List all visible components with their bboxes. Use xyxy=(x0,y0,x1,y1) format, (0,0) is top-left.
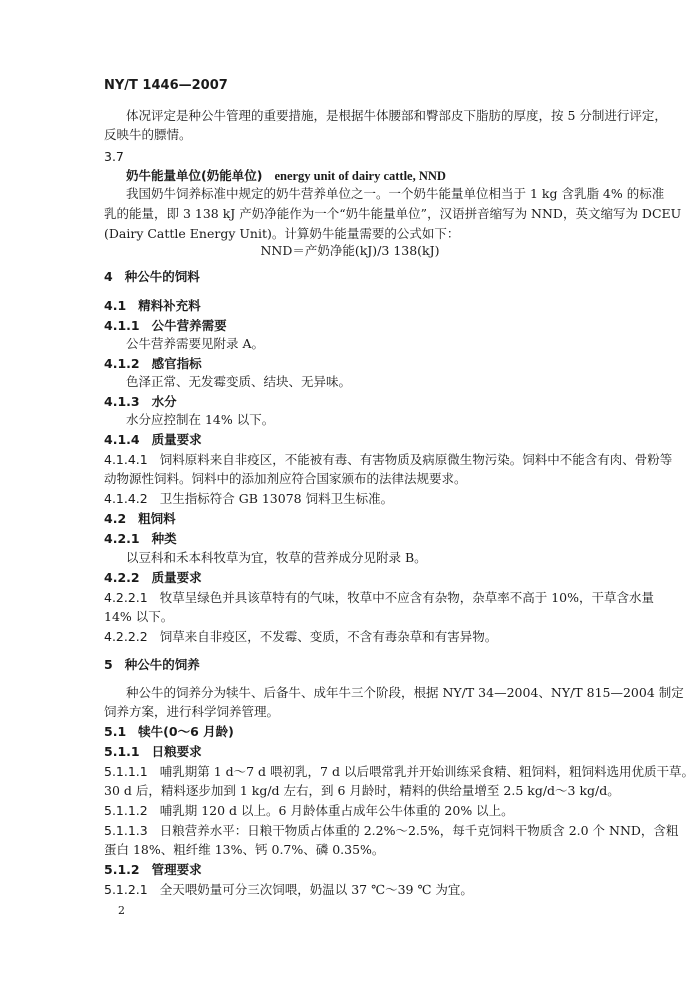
paragraph-line: 反映牛的膘情。 xyxy=(104,127,192,142)
paragraph-line: (Dairy Cattle Energy Unit)。计算奶牛能量需要的公式如下： xyxy=(104,226,460,241)
paragraph-line: 饲养方案，进行科学饲养管理。 xyxy=(104,704,280,719)
clause-heading: 4.1.2 感官指标 xyxy=(104,356,202,371)
paragraph-line: 4.2.2.2 饲草来自非疫区，不发霉、变质，不含有毒杂草和有害异物。 xyxy=(104,629,498,644)
paragraph-line: 体况评定是种公牛管理的重要措施，是根据牛体腰部和臀部皮下脂肪的厚度，按 5 分制进行评定， xyxy=(126,108,667,123)
paragraph-line: 5.1.1.1 哺乳期第 1 d～7 d 喂初乳，7 d 以后喂常乳并开始训练采食精、粗饲料，粗饲料选用优质干草。 xyxy=(104,764,694,779)
term-chinese: 奶牛能量单位(奶能单位) xyxy=(126,168,263,183)
paragraph-line: 5.1.1.3 日粮营养水平：日粮干物质占体重的 2.2%～2.5%，每千克饲料干物质含 2.0 个 NND，含粗 xyxy=(104,823,679,838)
clause-heading: 4.1.1 公牛营养需要 xyxy=(104,318,227,333)
standard-number: NY/T 1446—2007 xyxy=(104,78,228,93)
clause-heading: 4.2.1 种类 xyxy=(104,531,177,546)
paragraph-line: 种公牛的饲养分为犊牛、后备牛、成年牛三个阶段，根据 NY/T 34—2004、NY/T 815—2004 制定 xyxy=(126,685,684,700)
clause-heading: 4.2 粗饲料 xyxy=(104,511,176,526)
clause-number: 3.7 xyxy=(104,149,124,164)
clause-heading: 4.1.4 质量要求 xyxy=(104,432,202,447)
paragraph-line: 14% 以下。 xyxy=(104,609,174,624)
clause-heading: 5.1.1 日粮要求 xyxy=(104,744,202,759)
paragraph-line: 水分应控制在 14% 以下。 xyxy=(126,412,275,427)
paragraph-line: 4.1.4.2 卫生指标符合 GB 13078 饲料卫生标准。 xyxy=(104,491,394,506)
term-heading xyxy=(126,167,446,185)
page-number: 2 xyxy=(118,904,125,917)
paragraph-line: 乳的能量，即 3 138 kJ 产奶净能作为一个“奶牛能量单位”，汉语拼音缩写为 NND，英文缩写为 DCEU xyxy=(104,206,682,221)
paragraph-line: 5.1.1.2 哺乳期 120 d 以上。6 月龄体重占成年公牛体重的 20% 以上。 xyxy=(104,803,514,818)
clause-heading: 4.2.2 质量要求 xyxy=(104,570,202,585)
paragraph-line: 蛋白 18%、粗纤维 13%、钙 0.7%、磷 0.35%。 xyxy=(104,842,385,857)
clause-heading: 5.1.2 管理要求 xyxy=(104,862,202,877)
paragraph-line: 以豆科和禾本科牧草为宜，牧草的营养成分见附录 B。 xyxy=(126,550,427,565)
paragraph-line: 4.1.4.1 饲料原料来自非疫区，不能被有毒、有害物质及病原微生物污染。饲料中不能含有肉、骨粉等 xyxy=(104,452,673,467)
paragraph-line: 色泽正常、无发霉变质、结块、无异味。 xyxy=(126,374,352,389)
paragraph-line: 4.2.2.1 牧草呈绿色并具该草特有的气味，牧草中不应含有杂物，杂草率不高于 10%，干草含水量 xyxy=(104,590,654,605)
paragraph-line: 30 d 后，精料逐步加到 1 kg/d 左右，到 6 月龄时，精料的供给量增至 2.5 kg/d～3 kg/d。 xyxy=(104,783,620,798)
term-english: energy unit of dairy cattle, NND xyxy=(274,169,446,183)
clause-heading: 4.1.3 水分 xyxy=(104,394,177,409)
paragraph-line: 动物源性饲料。饲料中的添加剂应符合国家颁布的法律法规要求。 xyxy=(104,471,467,486)
section-heading-5: 5 种公牛的饲养 xyxy=(104,657,200,672)
clause-heading: 4.1 精料补充料 xyxy=(104,298,201,313)
section-heading-4: 4 种公牛的饲料 xyxy=(104,269,200,284)
paragraph-line: 5.1.2.1 全天喂奶量可分三次饲喂，奶温以 37 ℃～39 ℃ 为宜。 xyxy=(104,882,473,897)
formula: NND＝产奶净能(kJ)/3 138(kJ) xyxy=(260,243,440,258)
paragraph-line: 公牛营养需要见附录 A。 xyxy=(126,336,265,351)
paragraph-line: 我国奶牛饲养标准中规定的奶牛营养单位之一。一个奶牛能量单位相当于 1 kg 含乳脂 4% 的标准 xyxy=(126,186,665,201)
clause-heading: 5.1 犊牛(0～6 月龄) xyxy=(104,724,234,739)
